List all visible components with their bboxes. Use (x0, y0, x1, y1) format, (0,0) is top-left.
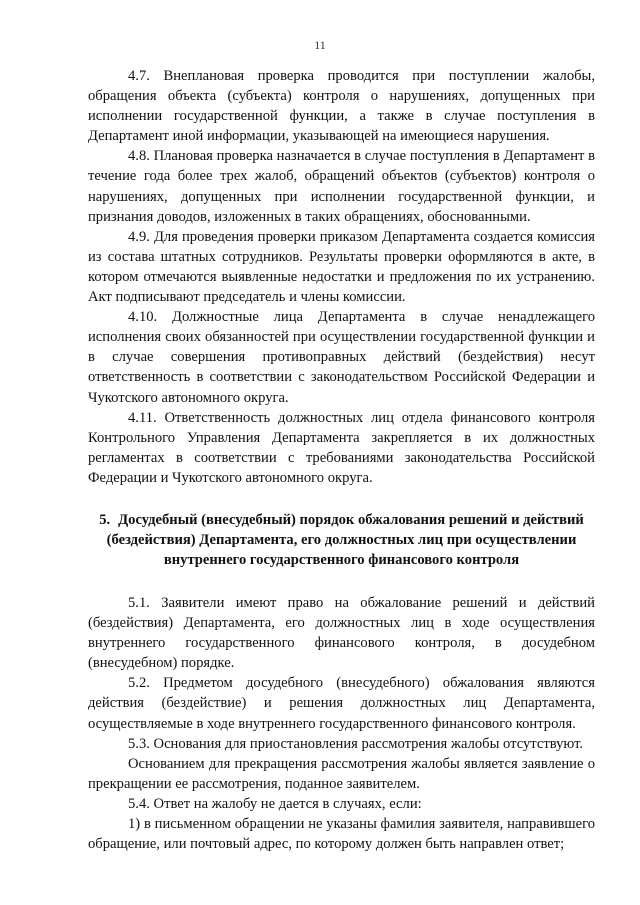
section-number: 5. (99, 511, 111, 528)
paragraph-5-1: 5.1. Заявители имеют право на обжалование решений и действий (бездействия) Департамента, его должностных лиц в ходе осуществления внутреннего государственного финансового контроля, в досудебном (внесудебном) порядке. (88, 594, 595, 672)
paragraph-5-2: 5.2. Предметом досудебного (внесудебного) обжалования являются действия (бездействие) и решения должностных лиц Департамента, осуществляемые в ходе внутреннего государственного финансового контроля. (88, 675, 595, 732)
document-body (88, 66, 595, 854)
section-title: Досудебный (внесудебный) порядок обжалования решений и действий (бездействия) Департамента, его должностных лиц при осуществлении внутреннего государственного финансового контроля (106, 511, 584, 568)
section-5-heading (88, 510, 595, 570)
paragraph-termination-grounds: Основанием для прекращения рассмотрения жалобы является заявление о прекращении ее рассмотрения, поданное заявителем. (88, 755, 595, 792)
paragraph-4-9: 4.9. Для проведения проверки приказом Департамента создается комиссия из состава штатных сотрудников. Результаты проверки оформляются в акте, в котором отмечаются выявленные недостатки и предложения по их устранению. Акт подписывают председатель и члены комиссии. (88, 228, 595, 306)
paragraph-4-8: 4.8. Плановая проверка назначается в случае поступления в Департамент в течение года более трех жалоб, обращений объектов (субъектов) контроля о нарушениях, допущенных при исполнении государственной функции, и признания доводов, изложенных в таких обращениях, обоснованными. (88, 148, 595, 225)
paragraph-4-11: 4.11. Ответственность должностных лиц отдела финансового контроля Контрольного Управления Департамента закрепляется в их должностных регламентах в соответствии с требованиями законодательства Российской Федерации и Чукотского автономного округа. (88, 409, 595, 486)
paragraph-4-10: 4.10. Должностные лица Департамента в случае ненадлежащего исполнения своих обязанностей при осуществлении государственной функции и в случае совершения противоправных действий (бездействия) несут ответственность в соответствии с законодательством Российской Федерации и Чукотского автономного округа. (88, 309, 595, 406)
paragraph-4-7: 4.7. Внеплановая проверка проводится при поступлении жалобы, обращения объекта (субъекта) контроля о нарушениях, допущенных при исполнении государственной функции, а также в случае поступления в Департамент иной информации, указывающей на имеющиеся нарушения. (88, 68, 595, 145)
paragraph-5-4: 5.4. Ответ на жалобу не дается в случаях, если: (128, 795, 422, 812)
paragraph-5-4-item-1: 1) в письменном обращении не указаны фамилия заявителя, направившего обращение, или почтовый адрес, по которому должен быть направлен ответ; (88, 816, 595, 853)
page-number: 11 (314, 38, 326, 52)
paragraph-5-3: 5.3. Основания для приостановления рассмотрения жалобы отсутствуют. (128, 735, 584, 752)
